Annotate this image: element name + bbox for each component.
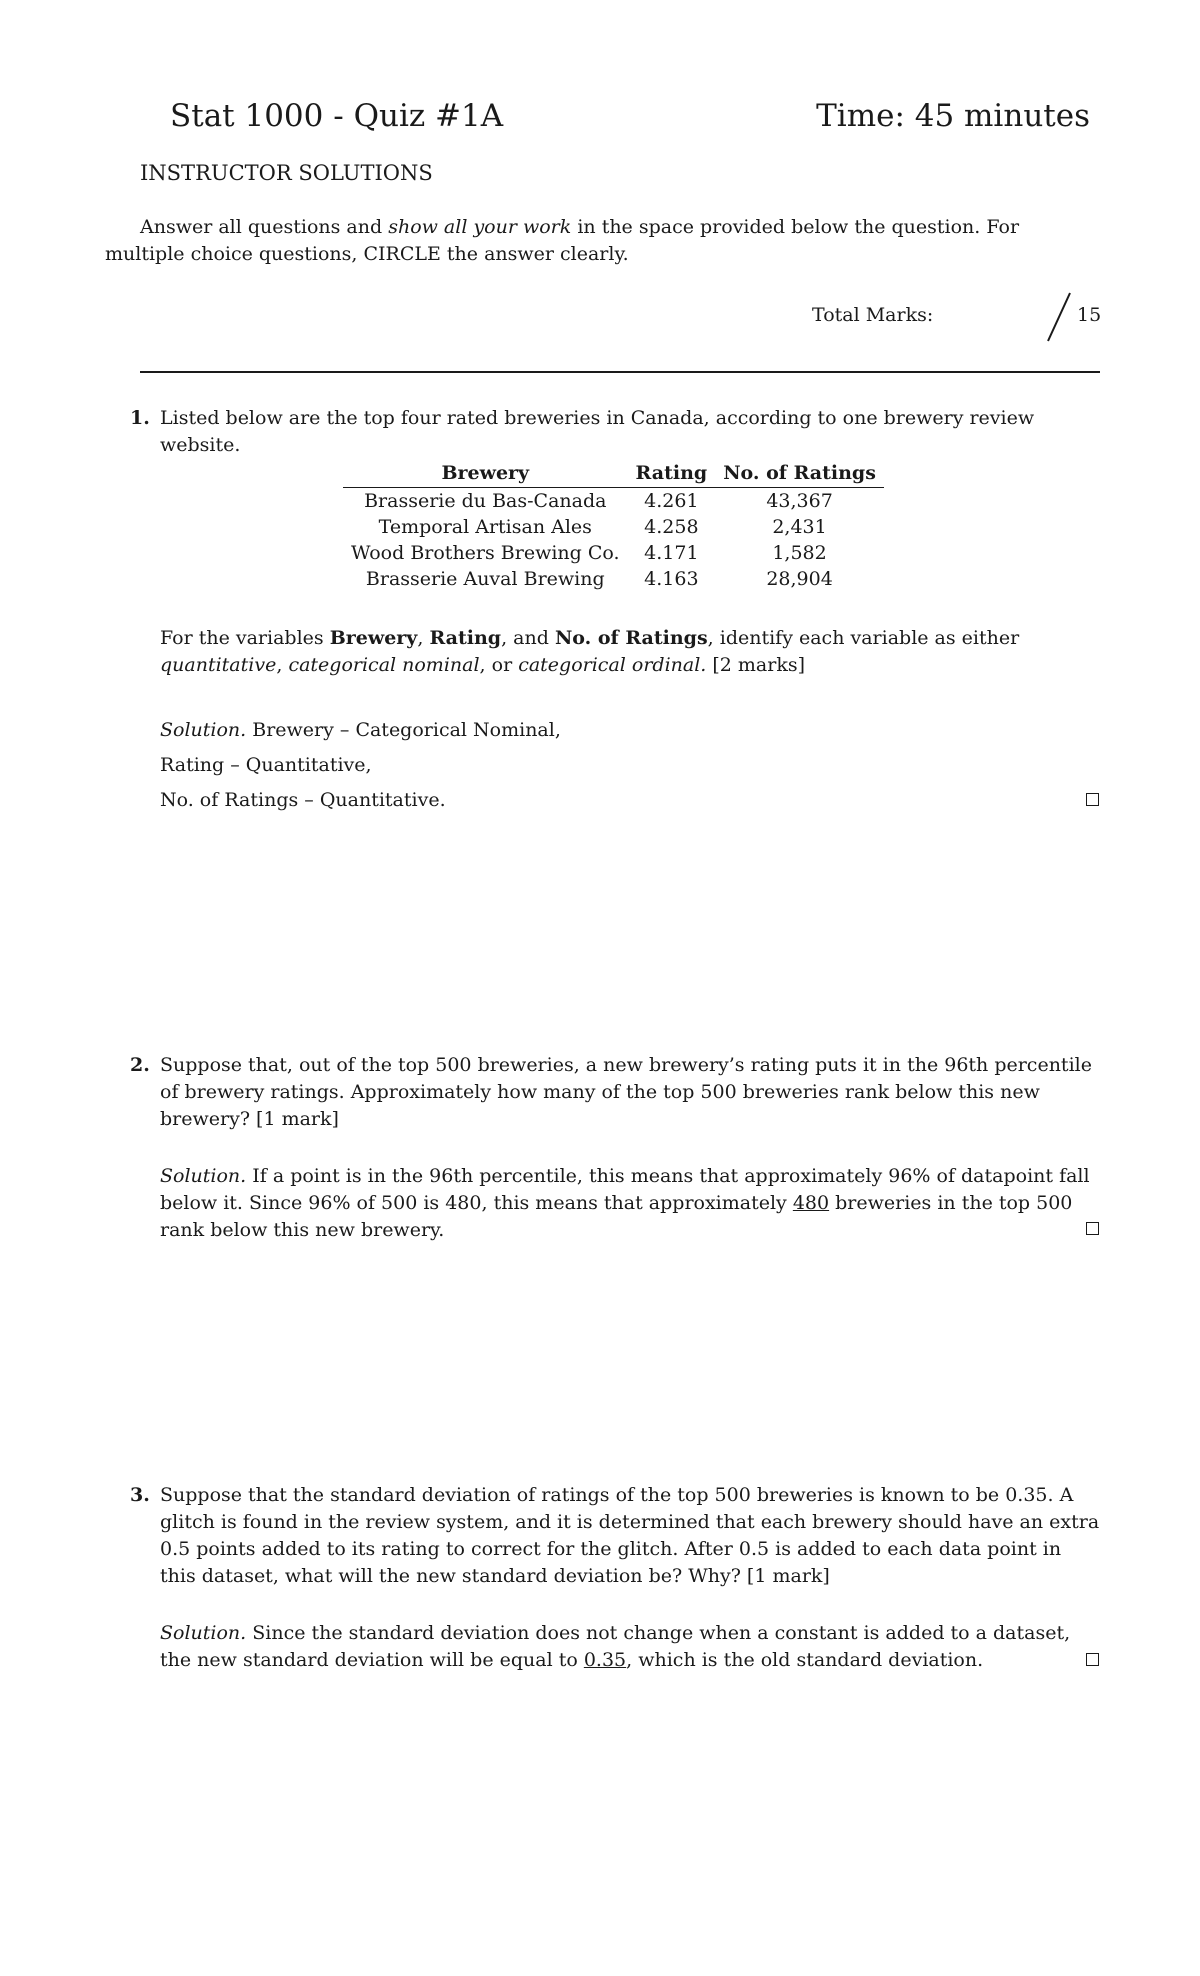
prompt-var-rating: Rating (429, 627, 502, 649)
table-header-rating: Rating (628, 460, 716, 488)
table-cell: 4.171 (644, 542, 699, 564)
solution-text: Since the standard deviation does not change when a constant is added to a dataset, the new standard deviation will be equal to (160, 1622, 1071, 1671)
question-1-prompt (160, 625, 1100, 679)
table-cell: 28,904 (766, 568, 833, 590)
question-3 (130, 1482, 1100, 1590)
solution-answer: 0.35 (583, 1649, 627, 1671)
solution-line: Rating – Quantitative, (160, 754, 372, 776)
time-limit: Time: 45 minutes (816, 98, 1090, 134)
instructions-paragraph (105, 214, 1100, 268)
solution-text: If a point is in the 96th percentile, this means that approximately 96% of datapoint fall below it. Since 96% of 500 is 480, this means that approximately (160, 1165, 1090, 1214)
prompt-text: For the variables (160, 627, 330, 649)
quiz-title: Stat 1000 - Quiz #1A (170, 98, 504, 134)
solution-text: breweries in the top 500 rank below this new brewery. (160, 1192, 1073, 1241)
instructions-emphasis: show all your work (388, 216, 572, 238)
prompt-var-brewery: Brewery (329, 627, 418, 649)
table-header-num-ratings: No. of Ratings (715, 460, 884, 488)
table-cell: 1,582 (772, 542, 827, 564)
qed-box-icon (1086, 1222, 1099, 1235)
table-cell: Brasserie Auval Brewing (365, 568, 605, 590)
question-1 (130, 405, 1100, 459)
instructor-solutions-label: INSTRUCTOR SOLUTIONS (140, 161, 433, 185)
solution-line: No. of Ratings – Quantitative. (160, 789, 446, 811)
table-cell: 2,431 (772, 516, 827, 538)
solution-label: Solution. (160, 1622, 247, 1644)
table-row (343, 540, 884, 566)
header-divider (140, 371, 1100, 373)
table-header-brewery: Brewery (343, 460, 628, 488)
prompt-text: , and (501, 627, 555, 649)
marks-slash-icon (1040, 291, 1076, 343)
prompt-text: , (276, 654, 289, 676)
prompt-marks: [2 marks] (706, 654, 806, 676)
prompt-text: , (417, 627, 430, 649)
question-1-solution (160, 713, 1100, 818)
total-marks-label: Total Marks: (812, 304, 934, 326)
table-cell: 43,367 (766, 490, 833, 512)
question-1-text: Listed below are the top four rated breweries in Canada, according to one brewery review website. (160, 407, 1035, 456)
question-2 (130, 1052, 1100, 1133)
prompt-type-quantitative: quantitative (160, 654, 277, 676)
question-3-solution (160, 1620, 1100, 1674)
question-2-solution (160, 1163, 1100, 1244)
table-row (343, 566, 884, 592)
prompt-text: , identify each variable as either (707, 627, 1020, 649)
qed-box-icon (1086, 793, 1099, 806)
question-2-text: Suppose that, out of the top 500 breweries, a new brewery’s rating puts it in the 96th percentile of brewery ratings. Approximately how many of the top 500 breweries rank below this new brewery? [1 mark] (160, 1054, 1092, 1130)
table-cell: 4.261 (644, 490, 699, 512)
instructions-part2: in the space provided below the question. For multiple choice questions, CIRCLE the answer clearly. (105, 216, 1020, 265)
question-2-number: 2. (130, 1054, 150, 1076)
table-cell: Wood Brothers Brewing Co. (351, 542, 620, 564)
table-row (343, 488, 884, 515)
prompt-var-num-ratings: No. of Ratings (554, 627, 708, 649)
solution-label: Solution. (160, 719, 247, 741)
instructions-part1: Answer all questions and (140, 216, 389, 238)
table-cell: 4.258 (644, 516, 699, 538)
table-cell: 4.163 (644, 568, 699, 590)
solution-text: , which is the old standard deviation. (626, 1649, 984, 1671)
total-marks-max: 15 (1077, 304, 1102, 326)
table-cell: Brasserie du Bas-Canada (364, 490, 607, 512)
question-3-text: Suppose that the standard deviation of ratings of the top 500 breweries is known to be 0.35. A glitch is found in the review system, and it is determined that each brewery should have an extra 0.5 points added to its rating to correct for the glitch. After 0.5 is added to each data point in this dataset, what will the new standard deviation be? Why? [1 mark] (160, 1484, 1100, 1587)
solution-label: Solution. (160, 1165, 247, 1187)
table-cell: Temporal Artisan Ales (378, 516, 592, 538)
prompt-text: , or (479, 654, 519, 676)
question-1-number: 1. (130, 407, 150, 429)
prompt-type-nominal: categorical nominal (288, 654, 480, 676)
brewery-table (343, 460, 884, 592)
prompt-type-ordinal: categorical ordinal. (518, 654, 707, 676)
table-row (343, 514, 884, 540)
solution-line: Brewery – Categorical Nominal, (252, 719, 561, 741)
solution-answer: 480 (792, 1192, 830, 1214)
qed-box-icon (1086, 1653, 1099, 1666)
table-header-row (343, 460, 884, 488)
question-3-number: 3. (130, 1484, 150, 1506)
